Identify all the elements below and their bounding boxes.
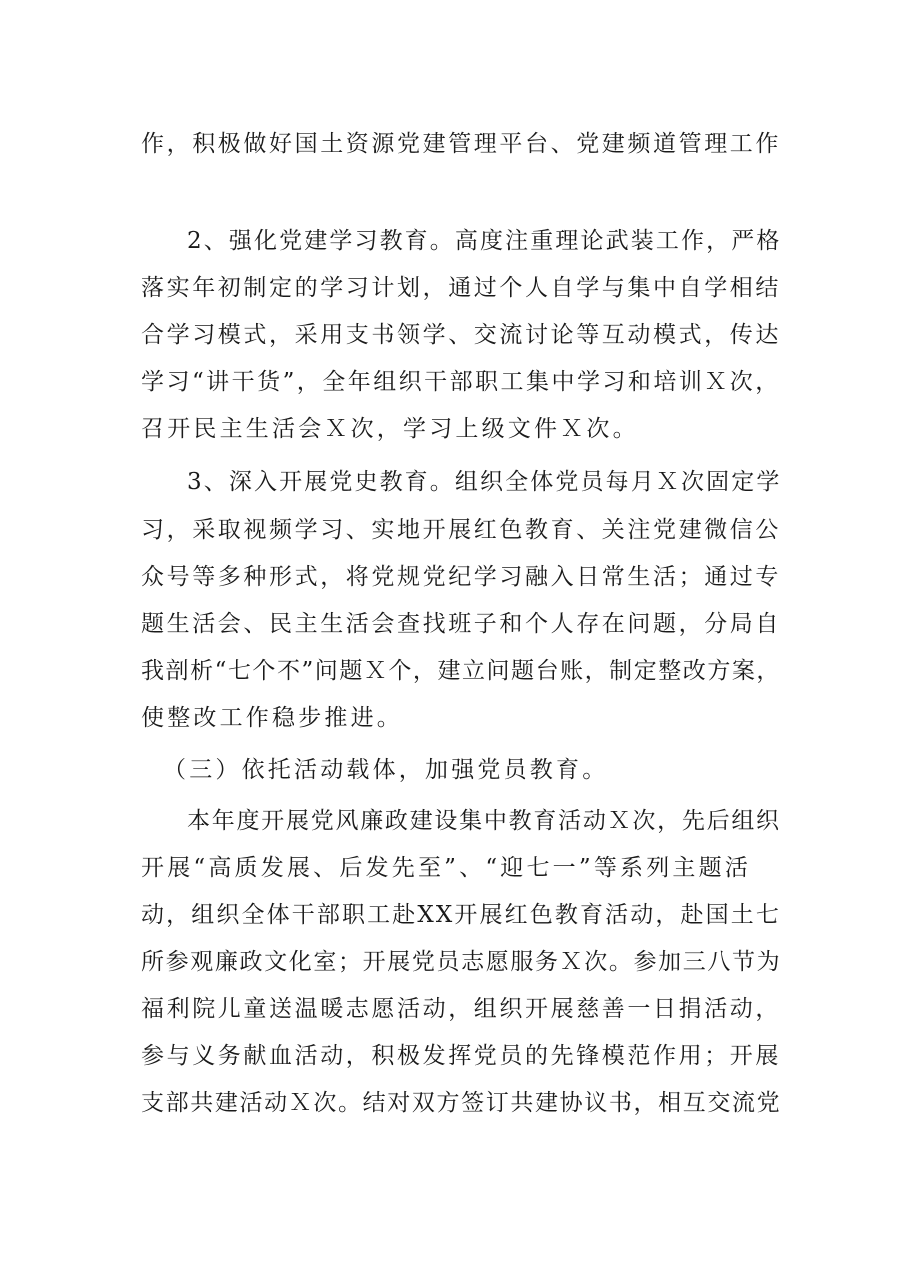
text-line: 合学习模式，采用支书领学、交流讨论等互动模式，传达 (141, 322, 781, 348)
text-line: 众号等多种形式，将党规党纪学习融入日常生活；通过专 (141, 564, 781, 590)
text-line: 使整改工作稳步推进。 (141, 705, 403, 731)
paragraph-4-start: 本年度开展党风廉政建设集中教育活动Ｘ次，先后组织 (187, 808, 781, 834)
text-line: 我剖析“七个不”问题Ｘ个，建立问题台账，制定整改方案， (141, 658, 781, 684)
section-heading: （三）依托活动载体，加强党员教育。 (163, 757, 609, 783)
text-line: 开展“高质发展、后发先至”、“迎七一”等系列主题活 (141, 855, 752, 881)
text-line: 题生活会、民主生活会查找班子和个人存在问题，分局自 (141, 611, 781, 637)
text-line: 习，采取视频学习、实地开展红色教育、关注党建微信公 (141, 517, 781, 543)
text-line: 召开民主生活会Ｘ次，学习上级文件Ｘ次。 (141, 416, 639, 442)
text-line: 作，积极做好国土资源党建管理平台、党建频道管理工作 (141, 131, 781, 157)
text-line: 学习“讲干货”，全年组织干部职工集中学习和培训Ｘ次， (141, 369, 781, 395)
text-line: 支部共建活动Ｘ次。结对双方签订共建协议书，相互交流党 (141, 1090, 782, 1116)
paragraph-2-start: 2、强化党建学习教育。高度注重理论武装工作，严格 (187, 228, 782, 254)
paragraph-3-start: 3、深入开展党史教育。组织全体党员每月Ｘ次固定学 (187, 469, 782, 495)
text-line: 参与义务献血活动，积极发挥党员的先锋模范作用；开展 (141, 1043, 781, 1069)
text-line: 所参观廉政文化室；开展党员志愿服务Ｘ次。参加三八节为 (141, 949, 782, 975)
text-line: 福利院儿童送温暖志愿活动，组织开展慈善一日捐活动， (141, 996, 781, 1022)
text-line: 动，组织全体干部职工赴XX开展红色教育活动，赴国土七 (141, 902, 781, 928)
text-line: 落实年初制定的学习计划，通过个人自学与集中自学相结 (141, 275, 781, 301)
